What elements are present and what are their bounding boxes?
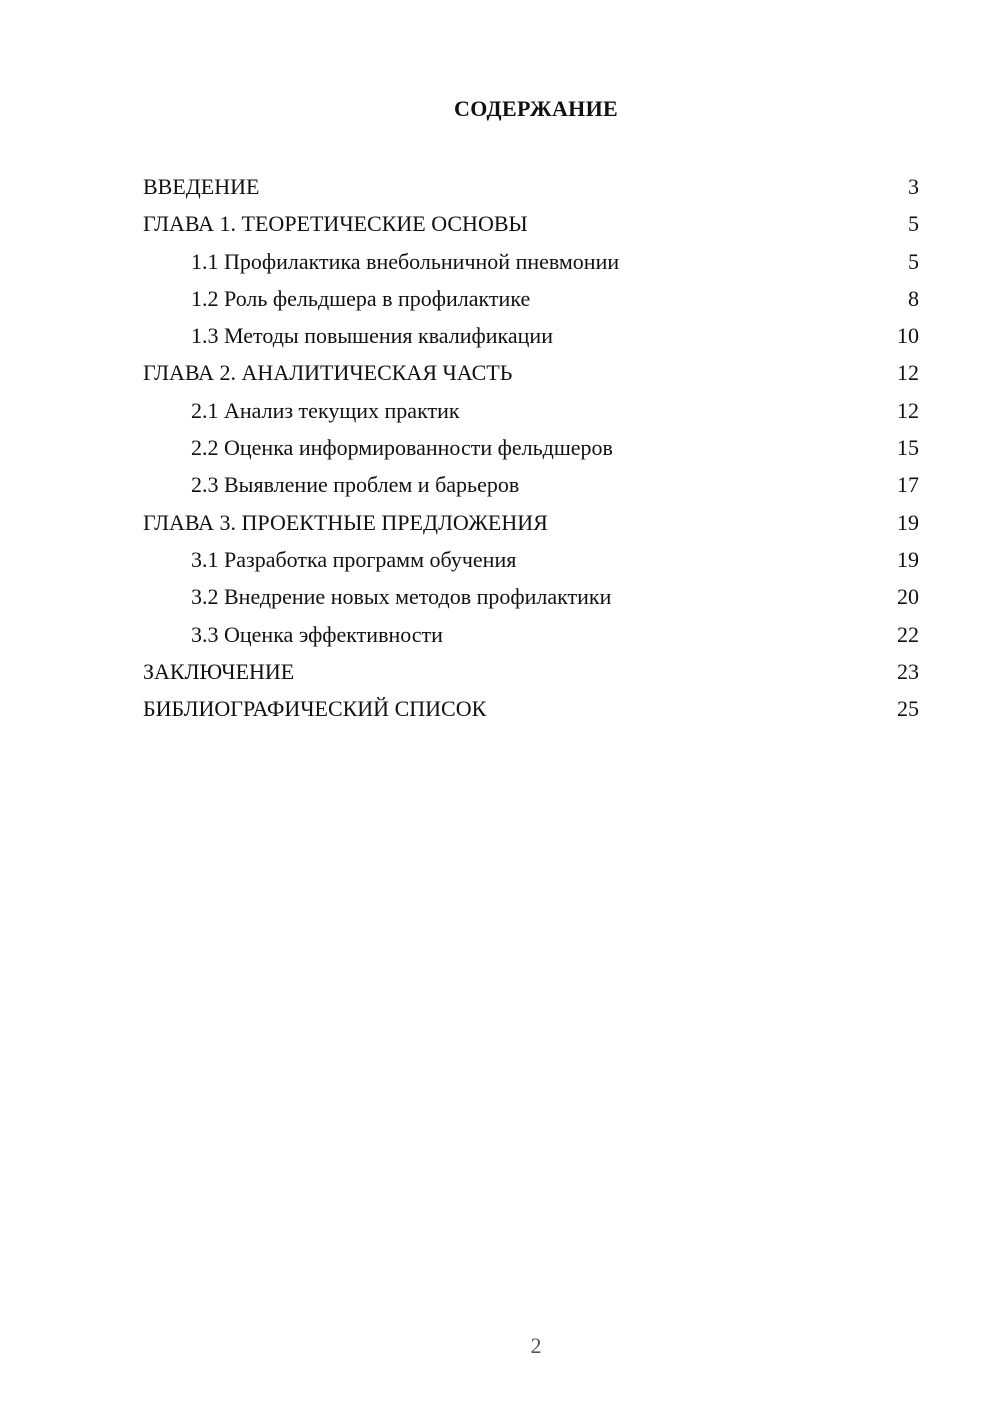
toc-entry-page: 23 bbox=[897, 658, 919, 684]
toc-entry-label: 2.3 Выявление проблем и барьеров bbox=[191, 472, 520, 498]
toc-entry-label: 3.2 Внедрение новых методов профилактики bbox=[191, 584, 612, 610]
toc-entry-conclusion[interactable] bbox=[143, 653, 919, 690]
toc-entry-page: 8 bbox=[908, 285, 919, 311]
toc-entry-section-2-1[interactable] bbox=[143, 392, 919, 429]
toc-entry-section-1-1[interactable] bbox=[143, 243, 919, 280]
toc-entry-bibliography[interactable] bbox=[143, 690, 919, 727]
toc-entry-page: 25 bbox=[897, 696, 919, 722]
toc-entry-page: 22 bbox=[897, 621, 919, 647]
toc-entry-section-3-1[interactable] bbox=[143, 541, 919, 578]
toc-entry-label: 2.1 Анализ текущих практик bbox=[191, 397, 460, 423]
toc-entry-section-1-3[interactable] bbox=[143, 317, 919, 354]
toc-entry-label: ЗАКЛЮЧЕНИЕ bbox=[143, 658, 295, 684]
toc-entry-section-2-3[interactable] bbox=[143, 466, 919, 503]
toc-entry-label: ГЛАВА 3. ПРОЕКТНЫЕ ПРЕДЛОЖЕНИЯ bbox=[143, 509, 548, 535]
toc-entry-page: 12 bbox=[897, 360, 919, 386]
toc-entry-section-2-2[interactable] bbox=[143, 429, 919, 466]
toc-entry-page: 12 bbox=[897, 397, 919, 423]
toc-entry-label: 1.3 Методы повышения квалификации bbox=[191, 323, 553, 349]
toc-entry-label: ГЛАВА 2. АНАЛИТИЧЕСКАЯ ЧАСТЬ bbox=[143, 360, 513, 386]
toc-entry-chapter-2[interactable] bbox=[143, 354, 919, 391]
toc-entry-label: ГЛАВА 1. ТЕОРЕТИЧЕСКИЕ ОСНОВЫ bbox=[143, 211, 528, 237]
toc-entry-page: 19 bbox=[897, 546, 919, 572]
toc-entry-page: 15 bbox=[897, 435, 919, 461]
toc-entry-page: 3 bbox=[908, 174, 919, 199]
toc-entry-page: 5 bbox=[908, 248, 919, 274]
toc-entry-label: 1.1 Профилактика внебольничной пневмонии bbox=[191, 248, 620, 274]
toc-entry-page: 10 bbox=[897, 323, 919, 349]
toc-entry-page: 17 bbox=[897, 472, 919, 498]
toc-entry-introduction[interactable] bbox=[143, 168, 919, 205]
toc-entry-section-3-2[interactable] bbox=[143, 578, 919, 615]
toc-entry-page: 19 bbox=[897, 509, 919, 535]
toc-entry-label: 1.2 Роль фельдшера в профилактике bbox=[191, 285, 531, 311]
toc-entry-section-1-2[interactable] bbox=[143, 280, 919, 317]
toc-entry-label: ВВЕДЕНИЕ bbox=[143, 174, 260, 199]
toc-entry-chapter-3[interactable] bbox=[143, 504, 919, 541]
toc-entry-page: 20 bbox=[897, 584, 919, 610]
toc-entry-page: 5 bbox=[908, 211, 919, 237]
toc-entry-section-3-3[interactable] bbox=[143, 616, 919, 653]
toc-entry-label: 3.3 Оценка эффективности bbox=[191, 621, 443, 647]
page-number: 2 bbox=[530, 1333, 542, 1358]
page-title: СОДЕРЖАНИЕ bbox=[454, 96, 618, 121]
toc-entry-label: 3.1 Разработка программ обучения bbox=[191, 546, 517, 572]
toc-entry-label: 2.2 Оценка информированности фельдшеров bbox=[191, 435, 613, 461]
table-of-contents bbox=[143, 168, 919, 727]
toc-entry-chapter-1[interactable] bbox=[143, 205, 919, 242]
toc-entry-label: БИБЛИОГРАФИЧЕСКИЙ СПИСОК bbox=[143, 696, 487, 722]
